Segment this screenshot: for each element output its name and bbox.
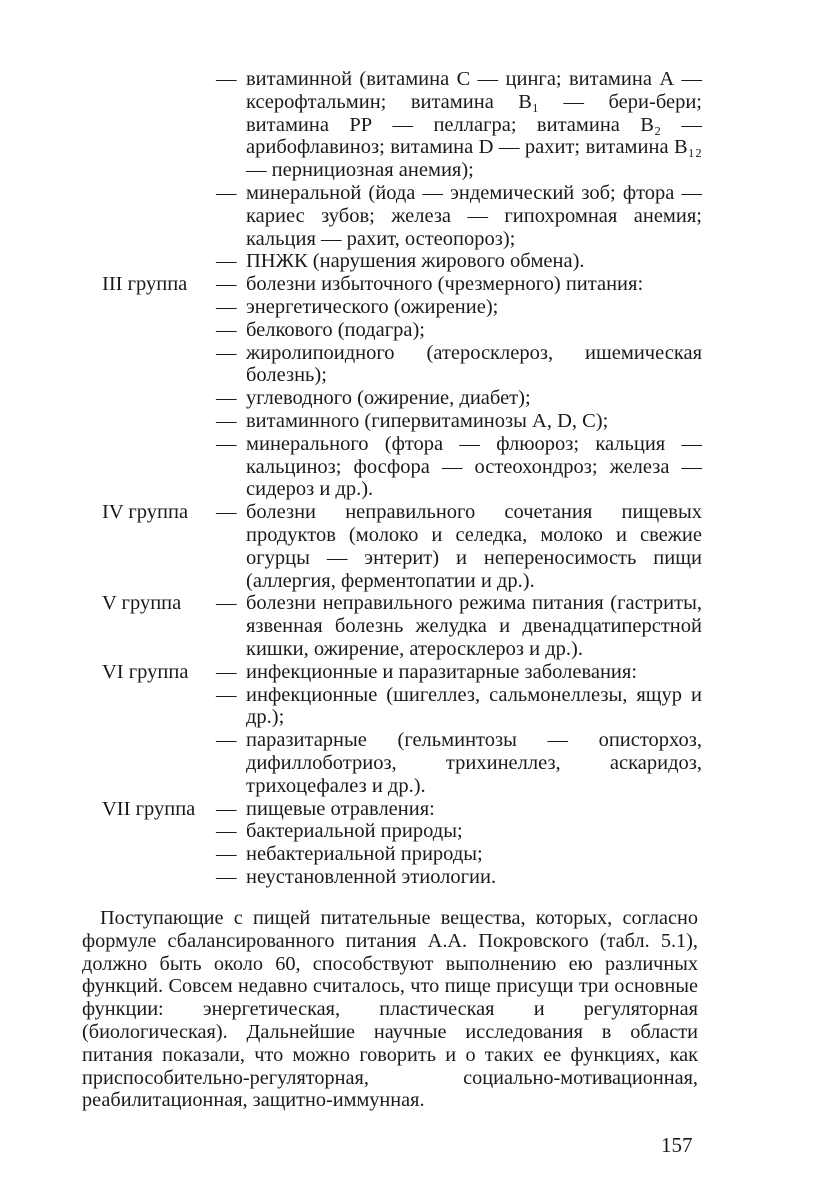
list-item-text: витаминной (витамина С — цинга; витамина А — ксерофтальмин; витамина В₁ — бери-бери; витамина РР — пеллагра; витамина В₂ — арибофлавиноз; витамина D — рахит; витамина В₁₂ — пернициозная анемия);: [246, 68, 702, 182]
dash-marker: —: [216, 592, 237, 615]
group-label: [102, 387, 216, 410]
list-item: [102, 433, 702, 501]
group-label: [102, 729, 216, 797]
list-item-text: неустановленной этиологии.: [246, 865, 497, 888]
group-label: [102, 319, 216, 342]
group-label: [102, 250, 216, 273]
dash-marker: —: [216, 432, 237, 455]
list-item: [102, 342, 702, 388]
group-label: [102, 68, 216, 182]
group-label: VII группа: [102, 797, 196, 820]
list-item-text: энергетического (ожирение);: [246, 295, 499, 318]
disease-classification-list: [102, 68, 702, 889]
list-item: [102, 661, 702, 684]
dash-marker: —: [216, 295, 237, 318]
list-item-text: витаминного (гипервитаминозы А, D, С);: [246, 409, 609, 432]
group-label: [102, 296, 216, 319]
list-item: [102, 798, 702, 821]
list-item: [102, 843, 702, 866]
list-item-text: инфекционные (шигеллез, сальмонеллезы, ящур и др.);: [246, 683, 702, 729]
page-number: 157: [661, 1133, 693, 1157]
dash-marker: —: [216, 683, 237, 706]
group-label: VI группа: [102, 660, 189, 683]
dash-marker: —: [216, 68, 237, 90]
list-item-text: минерального (фтора — флюороз; кальция — кальциноз; фосфора — остеохондроз; железа — сидероз и др.).: [246, 432, 702, 501]
group-label: [102, 684, 216, 730]
list-item: [102, 387, 702, 410]
list-item-text: болезни неправильного сочетания пищевых продуктов (молоко и селедка, молоко и свежие огурцы — энтерит) и непереносимость пищи (аллергия, ферментопатии и др.).: [246, 501, 702, 592]
group-label: III группа: [102, 273, 188, 296]
dash-marker: —: [216, 181, 237, 204]
dash-marker: —: [216, 387, 237, 410]
group-label: [102, 866, 216, 889]
dash-marker: —: [216, 250, 237, 273]
list-item-text: жиролипоидного (атеросклероз, ишемическая болезнь);: [246, 341, 702, 387]
dash-marker: —: [216, 318, 237, 341]
list-item: [102, 319, 702, 342]
list-item: [102, 866, 702, 889]
list-item-text: минеральной (йода — эндемический зоб; фтора — кариес зубов; железа — гипохромная анемия; кальция — рахит, остеопороз);: [246, 181, 702, 250]
group-label: [102, 342, 216, 388]
dash-marker: —: [216, 273, 237, 296]
dash-marker: —: [216, 820, 237, 843]
list-item-text: болезни избыточного (чрезмерного) питания:: [246, 273, 644, 296]
body-paragraph: Поступающие с пищей питательные вещества, которых, согласно формуле сбалансированного питания А.А. Покровского (табл. 5.1), должно быть около 60, способствуют выполнению ею различных функций. Совсем недавно считалось, что пище присущи три основные функции: энергетическая, пластическая и регуляторная (биологическая). Дальнейшие научные исследования в области питания показали, что можно говорить и о таких ее функциях, как приспособительно-регуляторная, социально-мотивационная, реабилитационная, защитно-иммунная.: [82, 907, 698, 1112]
list-item-text: паразитарные (гельминтозы — описторхоз, дифиллоботриоз, трихинеллез, аскаридоз, трихоцефалез и др.).: [246, 729, 702, 797]
list-item: [102, 501, 702, 592]
list-item: [102, 410, 702, 433]
list-item: [102, 296, 702, 319]
list-item-text: инфекционные и паразитарные заболевания:: [246, 660, 638, 683]
group-label: V группа: [102, 592, 182, 615]
list-item-text: углеводного (ожирение, диабет);: [246, 387, 531, 410]
list-item-text: ПНЖК (нарушения жирового обмена).: [246, 250, 585, 273]
dash-marker: —: [216, 797, 237, 820]
list-item: [102, 592, 702, 660]
dash-marker: —: [216, 843, 237, 866]
dash-marker: —: [216, 341, 237, 364]
dash-marker: —: [216, 729, 237, 752]
dash-marker: —: [216, 865, 237, 888]
list-item: [102, 684, 702, 730]
list-item: [102, 182, 702, 250]
group-label: [102, 843, 216, 866]
group-label: IV группа: [102, 501, 189, 524]
list-item-text: пищевые отравления:: [246, 797, 435, 820]
list-item: [102, 820, 702, 843]
dash-marker: —: [216, 660, 237, 683]
group-label: [102, 410, 216, 433]
list-item: [102, 729, 702, 797]
dash-marker: —: [216, 409, 237, 432]
list-item-text: бактериальной природы;: [246, 820, 463, 843]
list-item: [102, 250, 702, 273]
list-item-text: болезни неправильного режима питания (гастриты, язвенная болезнь желудка и двенадцатиперстной кишки, ожирение, атеросклероз и др.).: [246, 592, 702, 660]
list-item: [102, 273, 702, 296]
group-label: [102, 433, 216, 501]
group-label: [102, 182, 216, 250]
list-item-text: небактериальной природы;: [246, 843, 483, 866]
list-item: [102, 68, 702, 182]
dash-marker: —: [216, 501, 237, 524]
list-item-text: белкового (подагра);: [246, 318, 425, 341]
group-label: [102, 820, 216, 843]
